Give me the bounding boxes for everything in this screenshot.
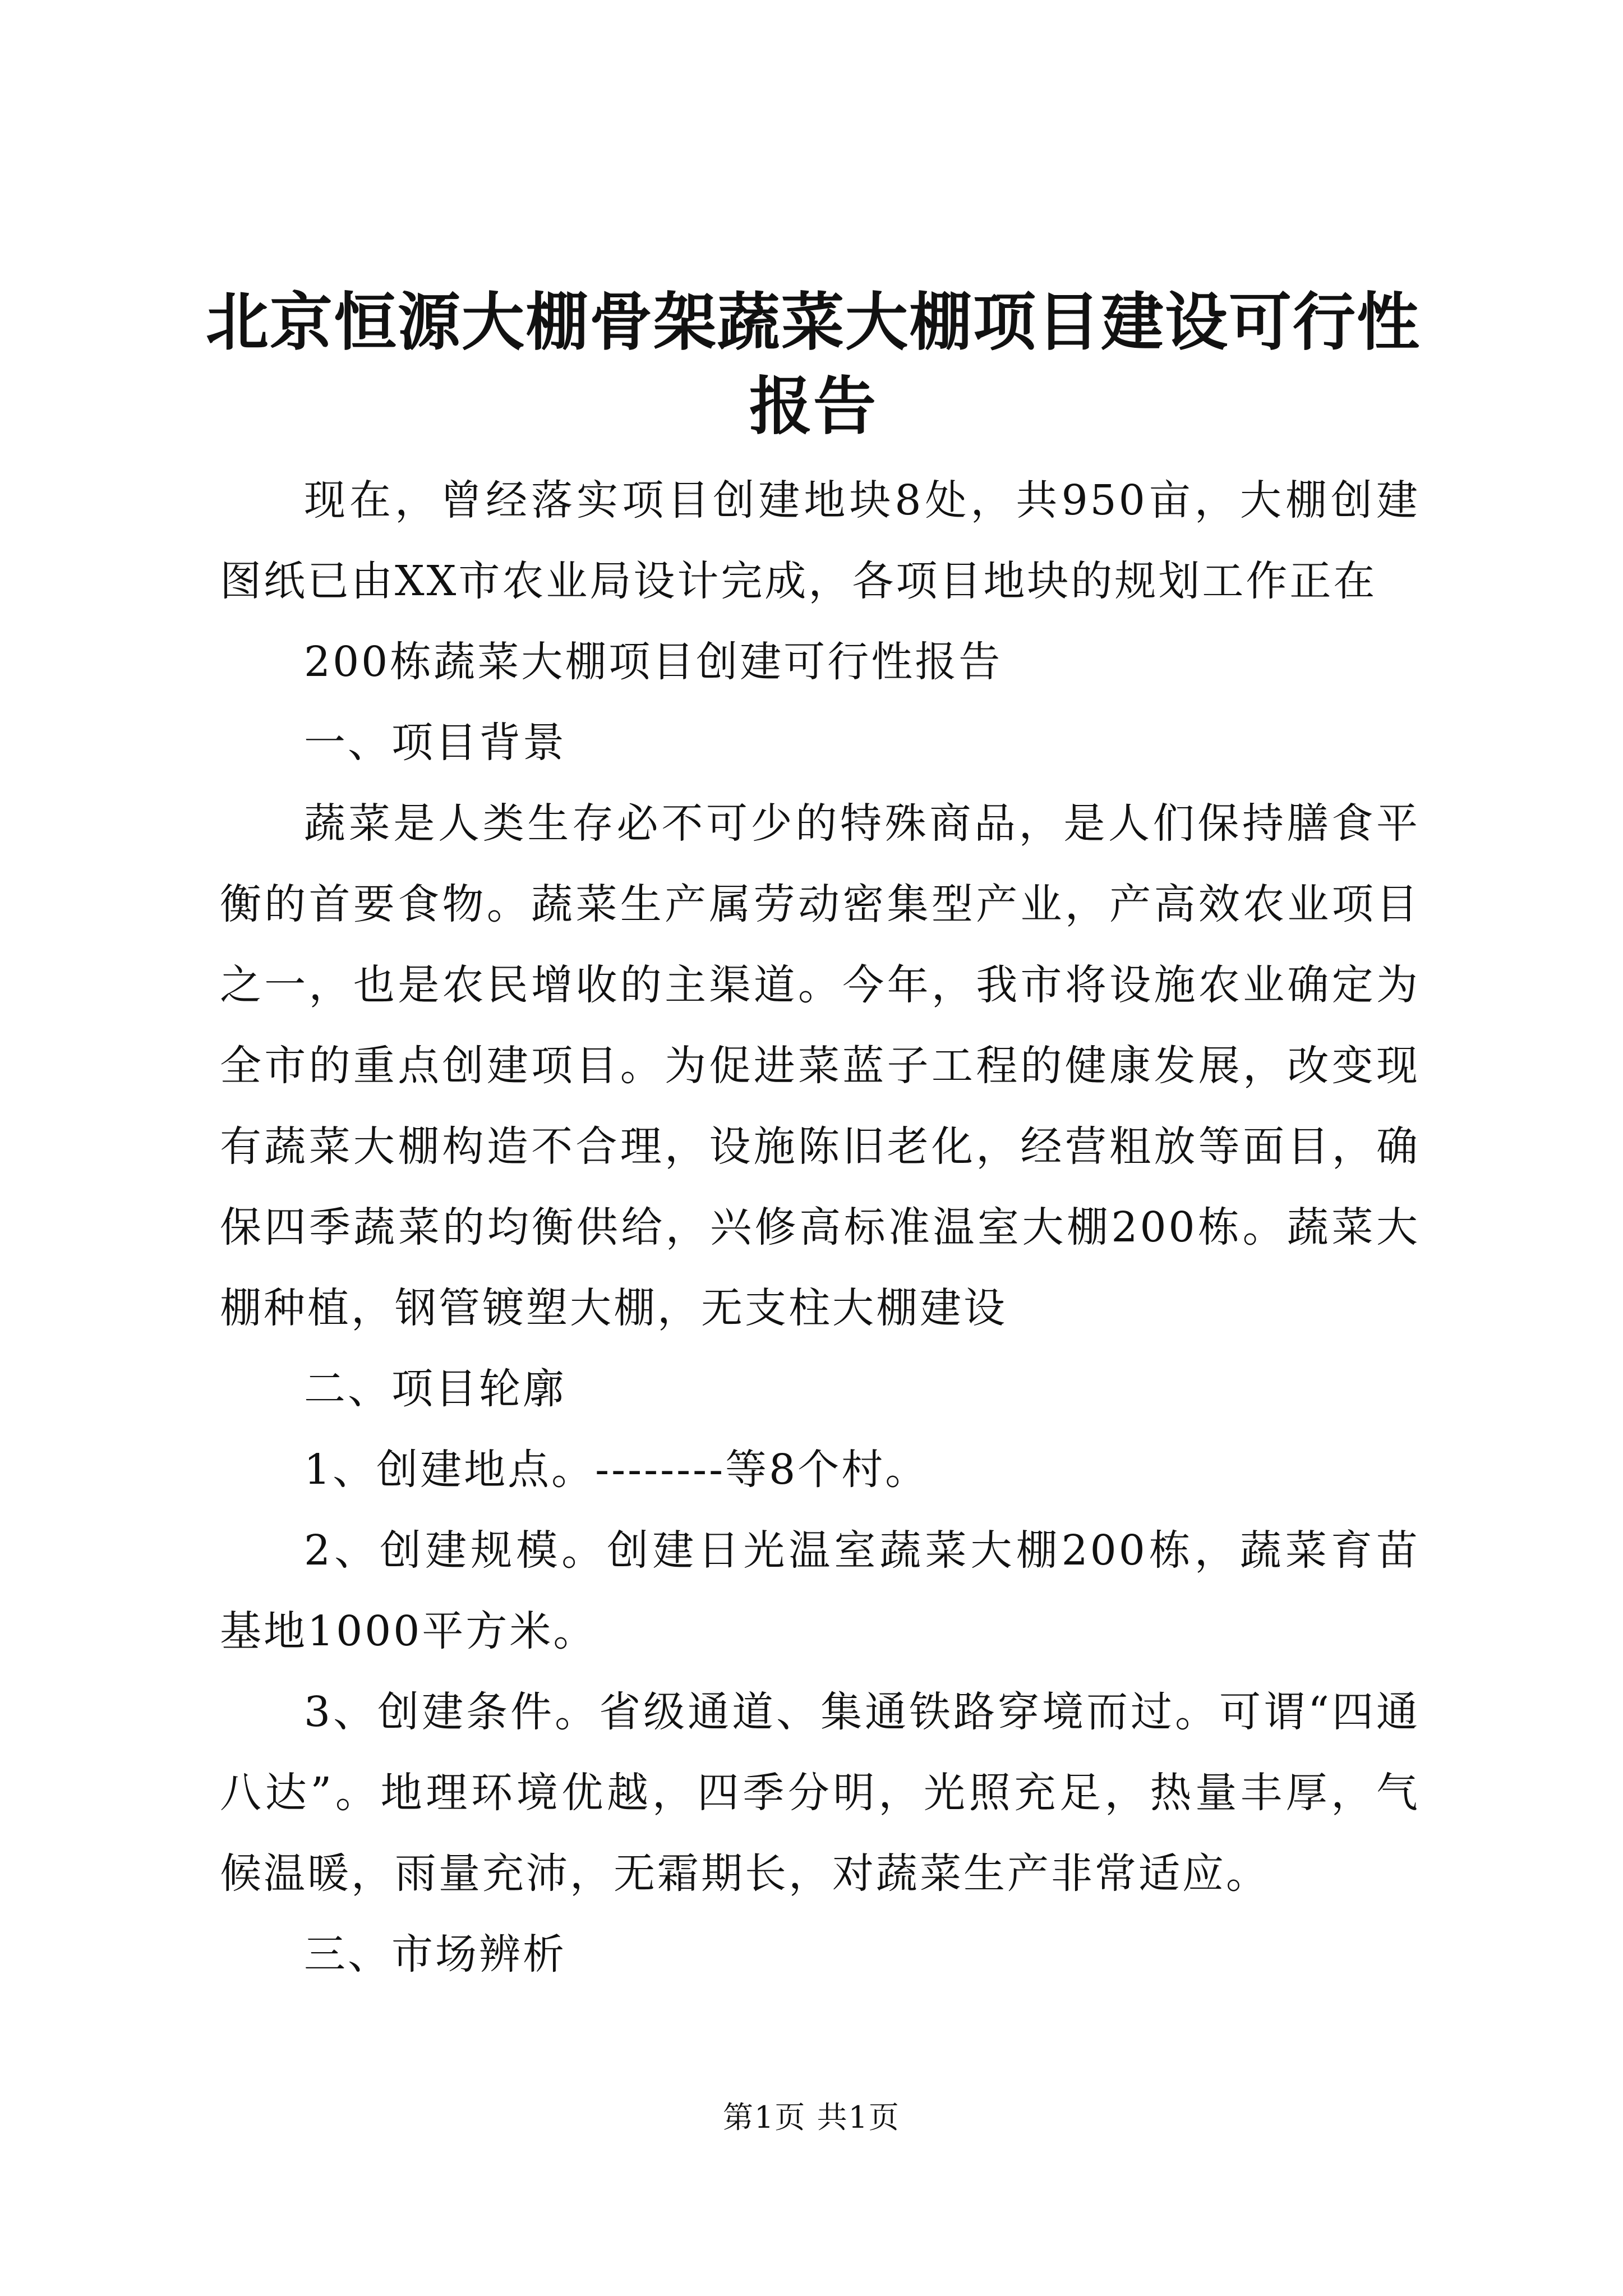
paragraph-location: 1、创建地点。--------等8个村。: [304, 1446, 929, 1494]
heading-market-analysis: 三、市场辨析: [304, 1930, 566, 1978]
paragraph-scale: 2、创建规模。创建日光温室蔬菜大棚200栋，蔬菜育苗基地1000平方米。: [220, 1526, 1420, 1655]
paragraph-conditions: 3、创建条件。省级通道、集通铁路穿境而过。可谓“四通八达”。地理环境优越，四季分明，光照充足，热量丰厚，气候温暖，雨量充沛，无霜期长，对蔬菜生产非常适应。: [220, 1688, 1420, 1898]
paragraph-intro: 现在，曾经落实项目创建地块8处，共950亩，大棚创建图纸已由XX市农业局设计完成，各项目地块的规划工作正在: [220, 476, 1420, 605]
heading-project-outline: 二、项目轮廓: [304, 1365, 566, 1413]
paragraph-report-subtitle: 200栋蔬菜大棚项目创建可行性报告: [304, 638, 1003, 686]
document-title: 北京恒源大棚骨架蔬菜大棚项目建设可行性报告: [206, 286, 1421, 443]
page-footer: 第1页 共1页: [723, 2100, 900, 2135]
paragraph-background: 蔬菜是人类生存必不可少的特殊商品，是人们保持膳食平衡的首要食物。蔬菜生产属劳动密集型产业，产高效农业项目之一，也是农民增收的主渠道。今年，我市将设施农业确定为全市的重点创建项目。为促进菜蓝子工程的健康发展，改变现有蔬菜大棚构造不合理，设施陈旧老化，经营粗放等面目，确保四季蔬菜的均衡供给，兴修高标准温室大棚200栋。蔬菜大棚种植，钢管镀塑大棚，无支柱大棚建设: [220, 799, 1420, 1332]
heading-project-background: 一、项目背景: [304, 719, 566, 767]
document-body: [220, 460, 1420, 1995]
